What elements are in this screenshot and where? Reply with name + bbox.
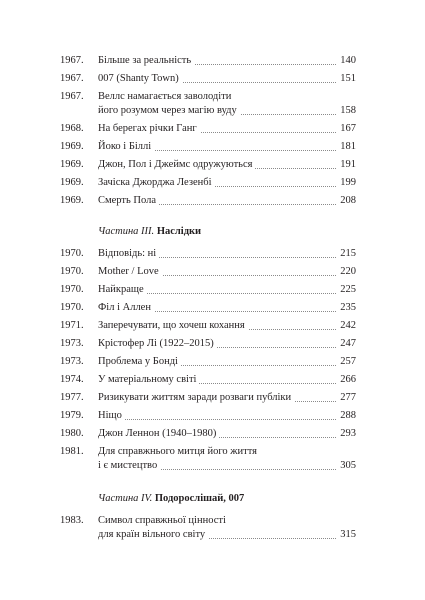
part-heading <box>98 492 244 506</box>
toc-page-number: 215 <box>337 247 356 261</box>
toc-title: Символ справжньої цінності <box>98 514 229 528</box>
part-name: Подорослішай, 007 <box>154 493 245 504</box>
toc-entry <box>60 283 356 297</box>
toc-year: 1979. <box>60 410 84 421</box>
toc-page-number: 242 <box>337 319 356 333</box>
toc-title: На берегах річки Ганг <box>98 122 200 136</box>
toc-entry <box>60 72 356 86</box>
toc-year: 1967. <box>60 91 84 102</box>
toc-entry <box>60 319 356 333</box>
toc-entry <box>60 54 356 68</box>
toc-entry <box>60 158 356 172</box>
toc-entry <box>60 122 356 136</box>
toc-year: 1974. <box>60 374 84 385</box>
toc-title: Зачіска Джорджа Лезенбі <box>98 176 215 190</box>
toc-year: 1970. <box>60 248 84 259</box>
toc-entry <box>60 427 356 441</box>
toc-entry <box>60 301 356 315</box>
toc-year: 1968. <box>60 123 84 134</box>
toc-title-continued: його розумом через магію вуду <box>98 104 240 118</box>
toc-year: 1969. <box>60 141 84 152</box>
toc-year: 1973. <box>60 356 84 367</box>
toc-entry <box>60 355 356 369</box>
toc-page-number: 293 <box>337 427 356 441</box>
toc-year: 1973. <box>60 338 84 349</box>
toc-title: Крістофер Лі (1922–2015) <box>98 337 217 351</box>
toc-title-continued: і є мистецтво <box>98 459 160 473</box>
toc-year: 1981. <box>60 446 84 457</box>
toc-page-number: 247 <box>337 337 356 351</box>
toc-title: Відповідь: ні <box>98 247 159 261</box>
toc-page-number: 315 <box>337 528 356 542</box>
toc-entry <box>60 176 356 190</box>
toc-title: Джон Леннон (1940–1980) <box>98 427 219 441</box>
toc-year: 1967. <box>60 55 84 66</box>
toc-page-number: 257 <box>337 355 356 369</box>
toc-title-continued: для країн вільного світу <box>98 528 208 542</box>
toc-page-number: 158 <box>337 104 356 118</box>
toc-page-number: 266 <box>337 373 356 387</box>
toc-year: 1980. <box>60 428 84 439</box>
toc-entry <box>60 337 356 351</box>
toc-title: 007 (Shanty Town) <box>98 72 182 86</box>
toc-page-number: 199 <box>337 176 356 190</box>
toc-title: Смерть Пола <box>98 194 159 208</box>
part-name: Наслідки <box>156 226 202 237</box>
toc-year: 1971. <box>60 320 84 331</box>
toc-year: 1967. <box>60 73 84 84</box>
toc-entry <box>60 140 356 154</box>
toc-page-number: 191 <box>337 158 356 172</box>
toc-page-number: 288 <box>337 409 356 423</box>
toc-entry <box>60 409 356 423</box>
toc-title: Заперечувати, що хочеш кохання <box>98 319 248 333</box>
toc-entry <box>60 90 356 118</box>
toc-entry <box>60 373 356 387</box>
toc-title: Йоко і Біллі <box>98 140 154 154</box>
toc-year: 1970. <box>60 284 84 295</box>
toc-entry <box>60 391 356 405</box>
toc-page-number: 208 <box>337 194 356 208</box>
toc-entry <box>60 265 356 279</box>
toc-page-number: 181 <box>337 140 356 154</box>
toc-page-number: 235 <box>337 301 356 315</box>
toc-title: Більше за реальність <box>98 54 194 68</box>
toc-page-number: 277 <box>337 391 356 405</box>
toc-title: Веллс намагається заволодіти <box>98 90 234 104</box>
part-label: Частина IV. <box>98 493 153 504</box>
toc-title: Проблема у Бонді <box>98 355 181 369</box>
toc-year: 1977. <box>60 392 84 403</box>
part-heading <box>98 225 201 239</box>
toc-title: Найкраще <box>98 283 147 297</box>
toc-title: Для справжнього митця його життя <box>98 445 260 459</box>
toc-title: Mother / Love <box>98 265 162 279</box>
toc-page-number: 220 <box>337 265 356 279</box>
toc-title: Ніщо <box>98 409 125 423</box>
toc-entry <box>60 514 356 542</box>
toc-page-number: 151 <box>337 72 356 86</box>
toc-year: 1969. <box>60 195 84 206</box>
toc-year: 1970. <box>60 266 84 277</box>
toc-year: 1983. <box>60 515 84 526</box>
toc-year: 1969. <box>60 159 84 170</box>
toc-title: Філ і Аллен <box>98 301 154 315</box>
toc-entry <box>60 445 356 473</box>
toc-title: Ризикувати життям заради розваги публіки <box>98 391 294 405</box>
toc-year: 1970. <box>60 302 84 313</box>
toc-page-number: 305 <box>337 459 356 473</box>
toc-page-number: 167 <box>337 122 356 136</box>
toc-page-number: 225 <box>337 283 356 297</box>
toc-title: У матеріальному світі <box>98 373 199 387</box>
toc-year: 1969. <box>60 177 84 188</box>
dot-leader <box>98 418 356 420</box>
toc-entry <box>60 247 356 261</box>
toc-title: Джон, Пол і Джеймс одружуються <box>98 158 255 172</box>
part-label: Частина III. <box>98 226 155 237</box>
toc-entry <box>60 194 356 208</box>
toc-page-number: 140 <box>337 54 356 68</box>
